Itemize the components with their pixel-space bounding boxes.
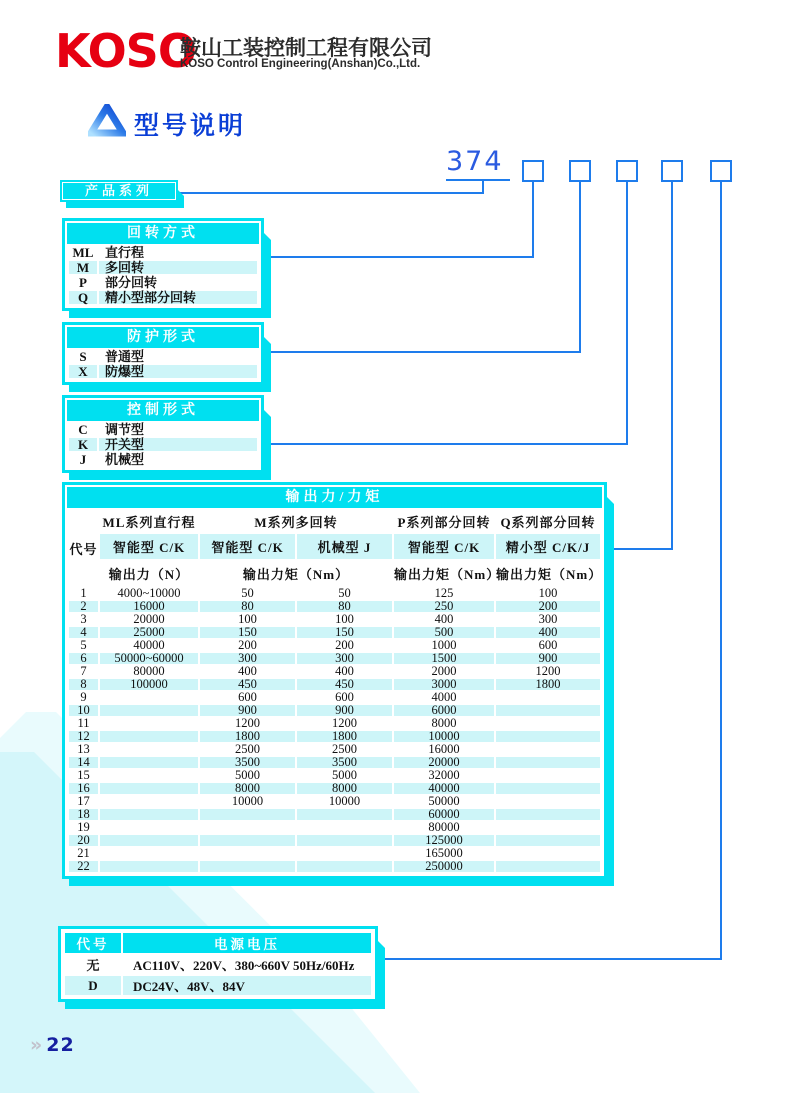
table-cell <box>99 756 199 769</box>
control-type-table <box>67 421 259 468</box>
table-cell: 16 <box>68 782 99 795</box>
company-name-en: KOSO Control Engineering(Anshan)Co.,Ltd. <box>180 58 421 70</box>
table-cell: 普通型 <box>98 349 258 364</box>
table-cell: 100 <box>296 613 393 626</box>
table-cell <box>99 704 199 717</box>
type-header-ml: 智能型 C/K <box>99 533 199 560</box>
table-cell <box>199 808 296 821</box>
table-cell <box>99 808 199 821</box>
table-cell <box>99 743 199 756</box>
power-voltage-table <box>63 931 373 997</box>
unit-header-q: 输出力矩（Nm） <box>495 560 601 587</box>
control-type-panel <box>62 395 264 473</box>
table-cell: 400 <box>393 613 495 626</box>
table-cell: 16000 <box>99 600 199 613</box>
code-box-protection <box>569 160 591 182</box>
table-cell: 150 <box>199 626 296 639</box>
table-cell: 14 <box>68 756 99 769</box>
table-cell <box>495 795 601 808</box>
table-cell: 250 <box>393 600 495 613</box>
table-cell: 4000~10000 <box>99 587 199 600</box>
table-cell: 200 <box>199 639 296 652</box>
table-cell <box>495 769 601 782</box>
table-cell: 4000 <box>393 691 495 704</box>
table-cell: 4 <box>68 626 99 639</box>
table-cell: 80000 <box>393 821 495 834</box>
model-number: 374 <box>446 146 504 177</box>
table-cell <box>495 808 601 821</box>
code-box-rotation <box>522 160 544 182</box>
table-cell: 1800 <box>495 678 601 691</box>
table-row <box>68 260 258 275</box>
table-row <box>68 290 258 305</box>
table-row <box>68 364 258 379</box>
power-col-voltage: 电源电压 <box>122 932 372 954</box>
table-cell: 200 <box>495 600 601 613</box>
table-cell <box>99 691 199 704</box>
table-cell: 1000 <box>393 639 495 652</box>
table-cell: 多回转 <box>98 260 258 275</box>
table-cell: 21 <box>68 847 99 860</box>
power-col-code: 代号 <box>64 932 122 954</box>
table-cell <box>199 834 296 847</box>
table-row <box>68 245 258 260</box>
table-cell: 1800 <box>199 730 296 743</box>
table-cell: C <box>68 422 98 437</box>
table-cell: 3500 <box>199 756 296 769</box>
unit-header-m: 输出力矩（Nm） <box>199 560 393 587</box>
table-cell <box>199 860 296 873</box>
table-cell: 20000 <box>393 756 495 769</box>
table-cell <box>296 860 393 873</box>
table-cell: P <box>68 275 98 290</box>
table-cell: 200 <box>296 639 393 652</box>
table-cell: 机械型 <box>98 452 258 467</box>
table-cell: 100 <box>199 613 296 626</box>
protection-type-title: 防护形式 <box>67 327 259 348</box>
table-cell: 400 <box>199 665 296 678</box>
table-row <box>68 860 601 873</box>
table-cell: 20000 <box>99 613 199 626</box>
table-cell: 1800 <box>296 730 393 743</box>
table-cell: D <box>64 975 122 996</box>
table-cell: 50 <box>296 587 393 600</box>
table-cell: 450 <box>199 678 296 691</box>
power-voltage-panel <box>58 926 378 1002</box>
table-cell: 25000 <box>99 626 199 639</box>
col-header-m-series: M系列多回转 <box>199 509 393 533</box>
table-cell: 18 <box>68 808 99 821</box>
table-cell: 2500 <box>199 743 296 756</box>
rotation-mode-title: 回转方式 <box>67 223 259 244</box>
table-cell: 19 <box>68 821 99 834</box>
table-cell <box>99 834 199 847</box>
table-cell: 80000 <box>99 665 199 678</box>
table-cell <box>495 834 601 847</box>
table-cell <box>296 834 393 847</box>
table-cell <box>495 691 601 704</box>
table-cell: X <box>68 364 98 379</box>
table-cell: 100000 <box>99 678 199 691</box>
protection-type-panel <box>62 322 264 385</box>
unit-header-p: 输出力矩（Nm） <box>393 560 495 587</box>
table-cell: 300 <box>296 652 393 665</box>
table-row <box>68 808 601 821</box>
table-cell: 300 <box>495 613 601 626</box>
page-title: 型号说明 <box>134 112 247 140</box>
table-cell: 13 <box>68 743 99 756</box>
table-cell: 2500 <box>296 743 393 756</box>
table-cell: 精小型部分回转 <box>98 290 258 305</box>
table-cell: 80 <box>296 600 393 613</box>
table-cell: 部分回转 <box>98 275 258 290</box>
table-cell: K <box>68 437 98 452</box>
output-force-title: 输出力/力矩 <box>67 487 602 508</box>
page-number-block <box>30 1034 75 1056</box>
table-cell: 50 <box>199 587 296 600</box>
col-header-q-series: Q系列部分回转 <box>495 509 601 533</box>
table-row <box>68 834 601 847</box>
table-cell: 900 <box>495 652 601 665</box>
table-cell: 40000 <box>99 639 199 652</box>
table-cell: 125 <box>393 587 495 600</box>
table-cell <box>99 730 199 743</box>
table-cell: 12 <box>68 730 99 743</box>
table-cell <box>99 782 199 795</box>
table-cell: 500 <box>393 626 495 639</box>
table-cell <box>199 847 296 860</box>
company-name-cn: 鞍山工装控制工程有限公司 <box>180 37 432 60</box>
table-row <box>68 452 258 467</box>
table-row <box>68 349 258 364</box>
type-header-m-mech: 机械型 J <box>296 533 393 560</box>
table-cell <box>296 821 393 834</box>
table-cell: 3000 <box>393 678 495 691</box>
table-cell: 17 <box>68 795 99 808</box>
code-box-power <box>710 160 732 182</box>
output-force-panel <box>62 482 607 879</box>
table-cell: 400 <box>296 665 393 678</box>
type-header-p: 智能型 C/K <box>393 533 495 560</box>
table-cell: 8000 <box>199 782 296 795</box>
table-cell: 20 <box>68 834 99 847</box>
table-cell: 无 <box>64 954 122 975</box>
table-cell: 调节型 <box>98 422 258 437</box>
table-cell <box>495 756 601 769</box>
protection-type-table <box>67 348 259 380</box>
table-cell: 15 <box>68 769 99 782</box>
col-header-p-series: P系列部分回转 <box>393 509 495 533</box>
table-cell <box>99 795 199 808</box>
table-cell: 400 <box>495 626 601 639</box>
table-cell: AC110V、220V、380~660V 50Hz/60Hz <box>122 954 372 975</box>
table-cell: 100 <box>495 587 601 600</box>
page-number: 22 <box>46 1034 75 1056</box>
table-cell: ML <box>68 245 98 260</box>
table-cell <box>199 821 296 834</box>
table-cell <box>495 847 601 860</box>
table-cell: 开关型 <box>98 437 258 452</box>
table-cell: 5000 <box>296 769 393 782</box>
table-cell: 1500 <box>393 652 495 665</box>
rotation-mode-table <box>67 244 259 306</box>
table-row <box>68 795 601 808</box>
table-cell: 1 <box>68 587 99 600</box>
table-cell: 450 <box>296 678 393 691</box>
table-cell <box>99 821 199 834</box>
table-cell: 50000~60000 <box>99 652 199 665</box>
table-cell: M <box>68 260 98 275</box>
table-cell: 150 <box>296 626 393 639</box>
table-cell: 9 <box>68 691 99 704</box>
table-row <box>64 975 372 996</box>
table-cell: 6 <box>68 652 99 665</box>
table-cell: S <box>68 349 98 364</box>
table-cell: 8000 <box>296 782 393 795</box>
rotation-mode-panel <box>62 218 264 311</box>
table-cell: 300 <box>199 652 296 665</box>
table-cell: 50000 <box>393 795 495 808</box>
table-row <box>68 437 258 452</box>
table-cell <box>495 743 601 756</box>
table-cell: 10000 <box>296 795 393 808</box>
table-cell <box>495 717 601 730</box>
type-header-m-smart: 智能型 C/K <box>199 533 296 560</box>
table-row <box>64 954 372 975</box>
unit-header-ml: 输出力（N） <box>99 560 199 587</box>
table-cell: 10 <box>68 704 99 717</box>
table-cell: 7 <box>68 665 99 678</box>
table-cell: 80 <box>199 600 296 613</box>
table-cell: J <box>68 452 98 467</box>
table-cell: DC24V、48V、84V <box>122 975 372 996</box>
table-cell <box>99 847 199 860</box>
table-cell: 2 <box>68 600 99 613</box>
table-cell: 1200 <box>296 717 393 730</box>
table-cell <box>495 704 601 717</box>
table-row <box>68 422 258 437</box>
table-cell: 8 <box>68 678 99 691</box>
table-cell: 22 <box>68 860 99 873</box>
table-cell: 2000 <box>393 665 495 678</box>
col-header-code: 代号 <box>68 509 99 587</box>
table-cell: 32000 <box>393 769 495 782</box>
table-cell: 16000 <box>393 743 495 756</box>
table-cell: 900 <box>296 704 393 717</box>
table-cell: 165000 <box>393 847 495 860</box>
table-cell: 3500 <box>296 756 393 769</box>
table-cell <box>99 717 199 730</box>
product-series-chip <box>60 180 178 202</box>
type-header-q: 精小型 C/K/J <box>495 533 601 560</box>
table-cell: 8000 <box>393 717 495 730</box>
chevrons-icon: » <box>30 1034 37 1056</box>
table-cell: Q <box>68 290 98 305</box>
control-type-title: 控制形式 <box>67 400 259 421</box>
table-cell: 11 <box>68 717 99 730</box>
table-cell: 40000 <box>393 782 495 795</box>
table-cell: 5 <box>68 639 99 652</box>
output-force-table <box>67 508 602 874</box>
triangle-logo-icon <box>88 104 126 142</box>
table-cell: 600 <box>495 639 601 652</box>
table-row <box>68 821 601 834</box>
table-row <box>68 847 601 860</box>
table-cell: 250000 <box>393 860 495 873</box>
table-cell: 1200 <box>199 717 296 730</box>
table-cell <box>495 782 601 795</box>
table-cell: 防爆型 <box>98 364 258 379</box>
product-series-label: 产品系列 <box>62 182 176 200</box>
table-cell: 1200 <box>495 665 601 678</box>
col-header-ml-series: ML系列直行程 <box>99 509 199 533</box>
table-cell <box>495 730 601 743</box>
table-cell: 3 <box>68 613 99 626</box>
table-cell: 900 <box>199 704 296 717</box>
table-cell <box>296 847 393 860</box>
table-cell <box>296 808 393 821</box>
table-row <box>68 275 258 290</box>
table-cell <box>495 860 601 873</box>
table-cell: 5000 <box>199 769 296 782</box>
koso-logo: KOSO <box>55 24 196 78</box>
table-cell: 10000 <box>393 730 495 743</box>
table-cell: 125000 <box>393 834 495 847</box>
table-cell <box>99 769 199 782</box>
table-cell <box>99 860 199 873</box>
table-cell: 6000 <box>393 704 495 717</box>
table-cell: 600 <box>199 691 296 704</box>
code-box-output <box>661 160 683 182</box>
table-cell: 10000 <box>199 795 296 808</box>
table-cell: 600 <box>296 691 393 704</box>
table-cell <box>495 821 601 834</box>
code-box-control <box>616 160 638 182</box>
table-cell: 直行程 <box>98 245 258 260</box>
table-cell: 60000 <box>393 808 495 821</box>
